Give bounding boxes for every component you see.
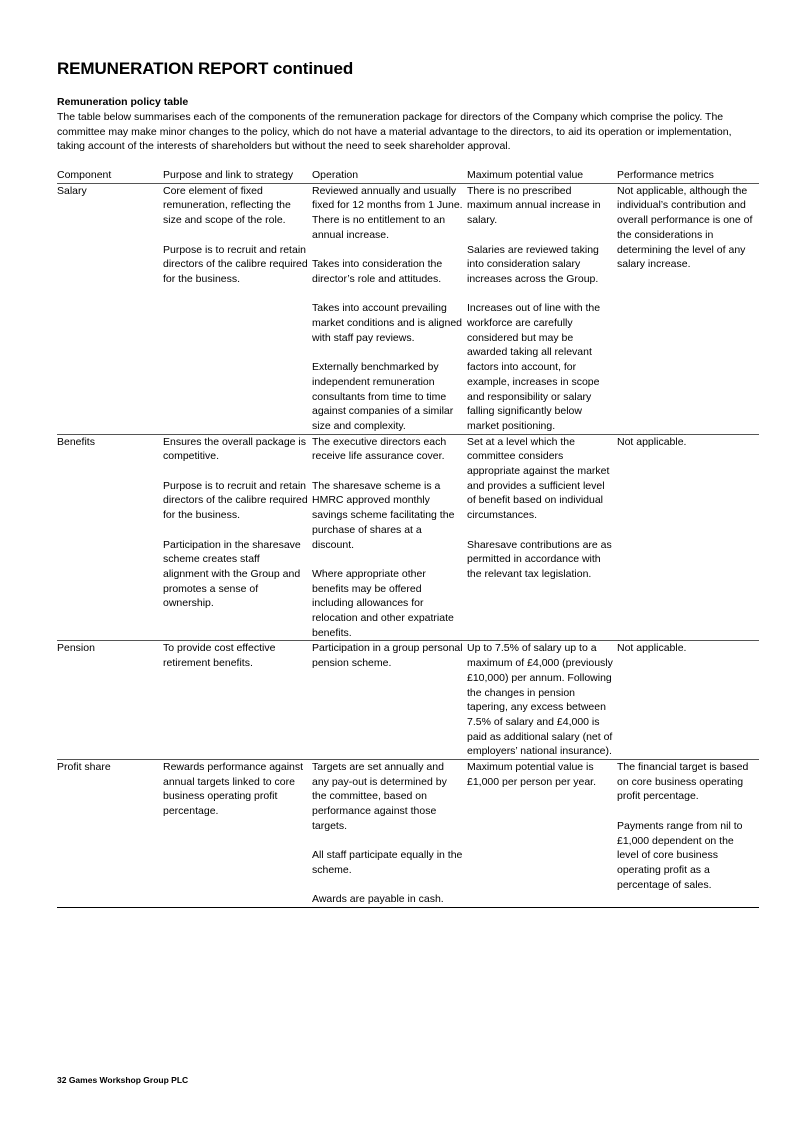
- cell-paragraph: Participation in the sharesave scheme creates staff alignment with the Group and promotes a sense of ownership.: [163, 538, 301, 610]
- table-row: [57, 434, 759, 641]
- cell-paragraph: Not applicable.: [617, 435, 687, 448]
- cell-paragraph: Purpose is to recruit and retain directors of the calibre required for the business.: [163, 243, 308, 285]
- cell-maximum: [467, 641, 617, 760]
- cell-component: Pension: [57, 641, 163, 760]
- cell-paragraph: Salaries are reviewed taking into consideration salary increases across the Group.: [467, 243, 599, 285]
- cell-paragraph: To provide cost effective retirement benefits.: [163, 642, 276, 670]
- cell-operation: [312, 434, 467, 641]
- cell-paragraph: Externally benchmarked by independent remuneration consultants from time to time against companies of a similar size and complexity.: [312, 361, 454, 432]
- cell-paragraph: There is no prescribed maximum annual increase in salary.: [467, 184, 601, 227]
- cell-operation: [312, 760, 467, 908]
- cell-metrics: [617, 183, 759, 434]
- cell-paragraph: Ensures the overall package is competitive.: [163, 435, 306, 463]
- cell-paragraph: Set at a level which the committee considers appropriate against the market and provides a sufficient level of benefit based on individual circumstances.: [467, 435, 610, 522]
- cell-paragraph: The executive directors each receive life assurance cover.: [312, 435, 447, 463]
- cell-paragraph: Maximum potential value is £1,000 per person per year.: [467, 761, 597, 788]
- table-row: [57, 183, 759, 434]
- cell-paragraph: Purpose is to recruit and retain directors of the calibre required for the business.: [163, 479, 308, 522]
- header-operation: Operation: [312, 168, 467, 183]
- cell-purpose: [163, 434, 312, 641]
- cell-paragraph: Where appropriate other benefits may be offered including allowances for relocation and other expatriate benefits.: [312, 567, 454, 639]
- cell-paragraph: Participation in a group personal pension scheme.: [312, 642, 463, 670]
- page-footer: 32 Games Workshop Group PLC: [57, 1075, 189, 1085]
- header-component: Component: [57, 168, 163, 183]
- cell-metrics: [617, 434, 759, 641]
- cell-component: Salary: [57, 183, 163, 434]
- cell-paragraph: Takes into account prevailing market conditions and is aligned with staff pay reviews.: [312, 302, 463, 344]
- cell-maximum: [467, 434, 617, 641]
- header-metrics: Performance metrics: [617, 168, 759, 183]
- intro-paragraph: The table below summarises each of the components of the remuneration package for directors of the Company which comprise the policy. The committee may make minor changes to the policy, which do not have a material advantage to the directors, to aid its operation or implementation, taking account of the interests of shareholders but without the need to seek shareholder approval.: [57, 111, 732, 153]
- cell-paragraph: The sharesave scheme is a HMRC approved monthly savings scheme facilitating the purchase of shares at a discount.: [312, 479, 455, 551]
- section-subtitle: Remuneration policy table: [57, 96, 189, 108]
- cell-operation: [312, 641, 467, 760]
- cell-operation: [312, 183, 467, 434]
- cell-paragraph: The financial target is based on core business operating profit percentage.: [617, 761, 749, 803]
- cell-paragraph: Not applicable.: [617, 642, 687, 655]
- cell-purpose: [163, 641, 312, 760]
- table-body: [57, 183, 759, 907]
- page-title: REMUNERATION REPORT continued: [57, 59, 354, 78]
- cell-paragraph: Targets are set annually and any pay-out is determined by the committee, based on performance against those targets.: [312, 761, 447, 832]
- cell-component: Benefits: [57, 434, 163, 641]
- cell-metrics: [617, 641, 759, 760]
- cell-paragraph: Increases out of line with the workforce are carefully considered but may be awarded taking all relevant factors into account, for example, increases in scope and responsibility or salary falling significantly below market positioning.: [467, 302, 601, 432]
- cell-paragraph: Sharesave contributions are as permitted in accordance with the relevant tax legislation.: [467, 538, 612, 580]
- cell-purpose: [163, 760, 312, 908]
- cell-metrics: [617, 760, 759, 908]
- cell-paragraph: Payments range from nil to £1,000 dependent on the level of core business operating profit as a percentage of sales.: [617, 819, 743, 891]
- cell-paragraph: Awards are payable in cash.: [312, 893, 444, 906]
- table-row: [57, 641, 759, 760]
- cell-paragraph: Up to 7.5% of salary up to a maximum of £4,000 (previously £10,000) per annum. Following the changes in pension tapering, any excess between 7.5% of salary and £4,000 is paid as additional salary (net of employers’ national insurance).: [467, 642, 613, 758]
- cell-maximum: [467, 183, 617, 434]
- cell-paragraph: Core element of fixed remuneration, reflecting the size and scope of the role.: [163, 184, 291, 227]
- header-maximum: Maximum potential value: [467, 168, 617, 183]
- cell-paragraph: Not applicable, although the individual’s contribution and overall performance is one of the considerations in determining the level of any salary increase.: [617, 184, 753, 271]
- cell-purpose: [163, 183, 312, 434]
- cell-paragraph: Takes into consideration the director’s role and attitudes.: [312, 258, 443, 285]
- cell-paragraph: All staff participate equally in the scheme.: [312, 849, 463, 876]
- table-header-row: [57, 168, 759, 183]
- table-row: [57, 760, 759, 908]
- cell-maximum: [467, 760, 617, 908]
- remuneration-policy-table: [57, 168, 759, 908]
- header-purpose: Purpose and link to strategy: [163, 168, 312, 183]
- cell-paragraph: Rewards performance against annual targets linked to core business operating profit percentage.: [163, 761, 304, 818]
- cell-component: Profit share: [57, 760, 163, 908]
- cell-paragraph: Reviewed annually and usually fixed for 12 months from 1 June. There is no entitlement to an annual increase.: [312, 184, 463, 241]
